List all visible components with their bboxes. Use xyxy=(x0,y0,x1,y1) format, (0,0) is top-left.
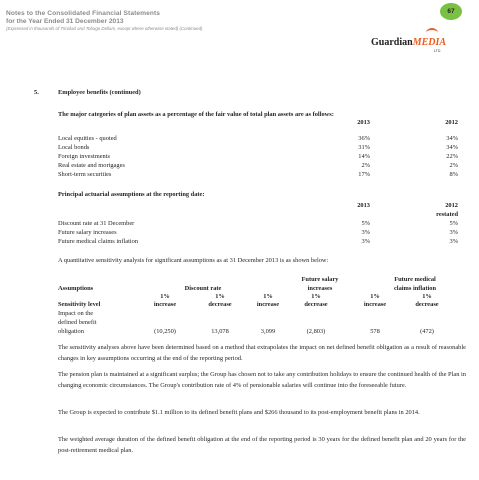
row-label: Impact on the xyxy=(58,310,94,317)
sensitivity-intro: A quantitative sensitivity analysis for significant assumptions as at 31 December 2013 is as shown below: xyxy=(58,257,329,264)
page-number-badge: 67 xyxy=(440,3,462,20)
direction-cell: decrease xyxy=(208,301,232,308)
group-header: increases xyxy=(307,285,333,292)
direction-cell: increase xyxy=(363,301,387,308)
section-number: 5. xyxy=(34,89,39,96)
pct-cell: 1% xyxy=(215,293,225,300)
pct-cell: 1% xyxy=(311,293,321,300)
actuarial-col-2012: 2012 xyxy=(445,202,458,209)
table-row-label: Foreign investments xyxy=(58,153,111,160)
table-cell: 3% xyxy=(449,229,458,236)
section-title: Employee benefits (continued) xyxy=(58,89,141,96)
pct-cell: 1% xyxy=(263,293,273,300)
table-cell: 578 xyxy=(370,328,380,335)
table-cell: 17% xyxy=(358,171,370,178)
header-title: Notes to the Consolidated Financial Statements xyxy=(6,10,161,17)
paragraph: The pension plan is maintained at a significant surplus; the Group has chosen not to take any contribution holidays to ensure the continued health of the Plan in changing economic circumstances. The Group's contribution rate of 4% of pensionable salaries will continue into the foreseeable future. xyxy=(58,371,466,389)
assumptions-label: Assumptions xyxy=(58,285,94,292)
table-cell: 34% xyxy=(446,135,458,142)
direction-cell: decrease xyxy=(415,301,439,308)
table-row-label: Short-term securities xyxy=(58,171,112,178)
sensitivity-level-label: Sensitivity level xyxy=(58,301,101,308)
table-cell: 3,099 xyxy=(260,328,276,335)
table-row-label: Real estate and mortgages xyxy=(58,162,125,169)
table-cell: 2% xyxy=(361,162,370,169)
actuarial-heading: Principal actuarial assumptions at the reporting date: xyxy=(58,191,205,198)
table-cell: 13,078 xyxy=(211,328,229,335)
direction-cell: decrease xyxy=(304,301,328,308)
paragraph: The Group is expected to contribute $1.1 million to its defined benefit plans and $266 thousand to its post-employment benefit plans in 2014. xyxy=(58,409,420,416)
table-cell: 3% xyxy=(449,238,458,245)
table-cell: 36% xyxy=(358,135,370,142)
direction-cell: increase xyxy=(256,301,280,308)
actuarial-col-2013: 2013 xyxy=(357,202,370,209)
pct-cell: 1% xyxy=(370,293,380,300)
direction-cell: increase xyxy=(153,301,177,308)
group-header: Future salary xyxy=(301,276,339,283)
table-cell: 8% xyxy=(449,171,458,178)
table-cell: 34% xyxy=(446,144,458,151)
table-cell: 5% xyxy=(361,220,370,227)
plan-assets-col-2013: 2013 xyxy=(357,119,370,126)
header-subtitle: for the Year Ended 31 December 2013 xyxy=(6,18,124,25)
table-cell: (10,250) xyxy=(154,328,176,335)
table-row-label: Local equities - quoted xyxy=(58,135,117,142)
row-label: defined benefit xyxy=(58,319,97,326)
table-row-label: Future salary increases xyxy=(58,229,117,236)
table-cell: 14% xyxy=(358,153,370,160)
group-header: Future medical xyxy=(394,276,436,283)
row-label: obligation xyxy=(58,328,84,335)
logo-sub: LTD xyxy=(434,49,441,53)
pct-cell: 1% xyxy=(160,293,170,300)
header-note: (Expressed in thousands of Trinidad and Tobago Dollars, except where otherwise stated) (Continued) xyxy=(6,26,203,31)
table-row-label: Discount rate at 31 December xyxy=(58,220,135,227)
table-cell: 22% xyxy=(446,153,458,160)
table-row-label: Local bonds xyxy=(58,144,90,151)
table-cell: 2% xyxy=(449,162,458,169)
pct-cell: 1% xyxy=(422,293,432,300)
logo-main: Guardian xyxy=(371,37,413,48)
table-cell: 31% xyxy=(358,144,370,151)
group-header: Discount rate xyxy=(184,285,222,292)
plan-assets-col-2012: 2012 xyxy=(445,119,458,126)
table-cell: (472) xyxy=(420,328,434,335)
logo xyxy=(371,37,446,48)
actuarial-col-2012-sub: restated xyxy=(436,211,458,218)
plan-assets-heading: The major categories of plan assets as a percentage of the fair value of total plan assets are as follows: xyxy=(58,111,334,118)
table-row-label: Future medical claims inflation xyxy=(58,238,139,245)
table-cell: 3% xyxy=(361,229,370,236)
logo-accent: MEDIA xyxy=(412,37,447,48)
table-cell: 5% xyxy=(449,220,458,227)
table-cell: 3% xyxy=(361,238,370,245)
paragraph: The sensitivity analyses above have been determined based on a method that extrapolates the impact on net defined benefit obligation as a result of reasonable changes in key assumptions occurring at the end of the reporting period. xyxy=(58,344,466,362)
group-header: claims inflation xyxy=(393,285,437,292)
table-cell: (2,803) xyxy=(306,328,326,335)
paragraph: The weighted average duration of the defined benefit obligation at the end of the reporting period is 30 years for the defined benefit plan and 20 years for the post-retirement medical plan. xyxy=(58,436,466,454)
